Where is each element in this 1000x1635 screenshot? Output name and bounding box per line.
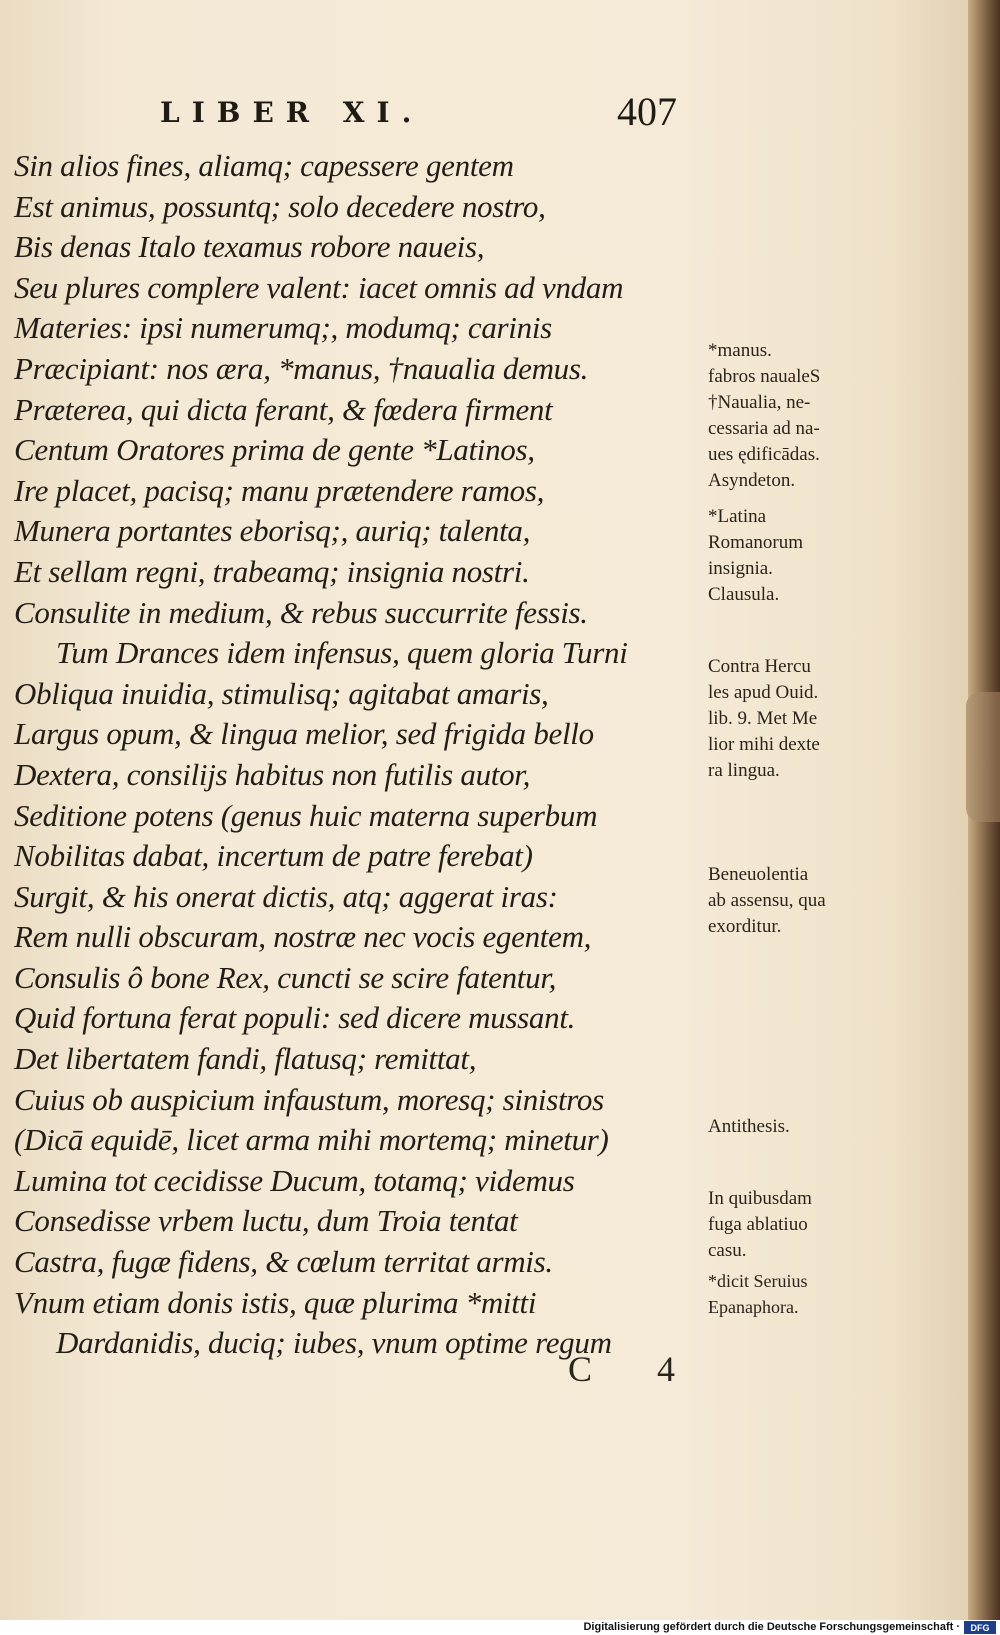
verse-line: Lumina tot cecidisse Ducum, totamq; videmus (14, 1162, 575, 1198)
signature-mark: C 4 (568, 1349, 704, 1389)
verse-line: Dardanidis, duciq; iubes, vnum optime regum (56, 1325, 612, 1361)
verse-line: Seu plures complere valent: iacet omnis ad vndam (14, 269, 624, 305)
page-header (0, 88, 960, 138)
margin-note-beneuolentia: Beneuolentia ab assensu, qua exorditur. (708, 864, 826, 937)
verse-line: Materies: ipsi numerumq;, modumq; carinis (14, 310, 552, 346)
verse-line: Dextera, consilijs habitus non futilis autor, (14, 756, 531, 792)
verse-line: Rem nulli obscuram, nostræ nec vocis egentem, (14, 919, 592, 955)
verse-line: Consulis ô bone Rex, cuncti se scire fatentur, (14, 959, 557, 995)
verse-text-block (14, 146, 700, 1364)
running-head: LIBER XI. (160, 96, 424, 129)
svg-text:DFG: DFG (970, 1623, 990, 1633)
margin-note-manus: *manus. fabros naualeS †Naualia, ne- cessaria ad na- ues ędificādas. Asyndeton. (708, 340, 821, 491)
margin-note-seruius: *dicit Seruius Epanaphora. (708, 1271, 808, 1317)
verse-line: (Dicā equidē, licet arma mihi mortemq; minetur) (14, 1122, 609, 1158)
verse-line: Vnum etiam donis istis, quæ plurima *mitti (14, 1284, 537, 1320)
verse-line: Consulite in medium, & rebus succurrite fessis. (14, 594, 588, 630)
verse-line: Det libertatem fandi, flatusq; remittat, (14, 1041, 477, 1077)
verse-line: Seditione potens (genus huic materna superbum (14, 797, 598, 833)
book-clasp-tab (966, 692, 1000, 822)
page-number: 407 (617, 89, 677, 134)
margin-note-antithesis: Antithesis. (708, 1116, 790, 1137)
verse-line: Bis denas Italo texamus robore naueis, (14, 229, 485, 265)
verse-line: Et sellam regni, trabeamq; insignia nostri. (14, 553, 530, 589)
verse-line: Consedisse vrbem luctu, dum Troia tentat (14, 1203, 518, 1239)
verse-line: Munera portantes eborisq;, auriq; talenta, (14, 513, 531, 549)
verse-line: Obliqua inuidia, stimulisq; agitabat amaris, (14, 675, 549, 711)
verse-line: Largus opum, & lingua melior, sed frigida bello (14, 716, 594, 752)
verse-line: Centum Oratores prima de gente *Latinos, (14, 432, 535, 468)
verse-line: Sin alios fines, aliamq; capessere gentem (14, 148, 514, 183)
verse-line: Nobilitas dabat, incertum de patre ferebat) (14, 838, 533, 874)
verse-line: Præcipiant: nos æra, *manus, †naualia demus. (14, 350, 589, 386)
margin-note-in-quibusdam: In quibusdam fuga ablatiuo casu. (708, 1188, 812, 1261)
verse-line: Castra, fugæ fidens, & cœlum territat armis. (14, 1244, 553, 1280)
verse-line: Ire placet, pacisq; manu prætendere ramos, (14, 472, 545, 508)
funding-credit: Digitalisierung gefördert durch die Deutsche Forschungsgemeinschaft · (583, 1621, 960, 1633)
verse-line: Est animus, possuntq; solo decedere nostro, (14, 188, 546, 224)
verse-line: Cuius ob auspicium infaustum, moresq; sinistros (14, 1081, 604, 1117)
margin-note-latina: *Latina Romanorum insignia. Clausula. (708, 506, 803, 605)
digitization-footer (0, 1620, 1000, 1635)
verse-line: Quid fortuna ferat populi: sed dicere mussant. (14, 1000, 576, 1036)
dfg-logo-icon (964, 1621, 996, 1634)
margin-note-contra-hercules: Contra Hercu les apud Ouid. lib. 9. Met Me lior mihi dexte ra lingua. (708, 656, 820, 781)
verse-line: Tum Drances idem infensus, quem gloria Turni (56, 635, 628, 671)
verse-line: Surgit, & his onerat dictis, atq; aggerat iras: (14, 878, 558, 914)
verse-line: Præterea, qui dicta ferant, & fœdera firment (14, 391, 553, 427)
